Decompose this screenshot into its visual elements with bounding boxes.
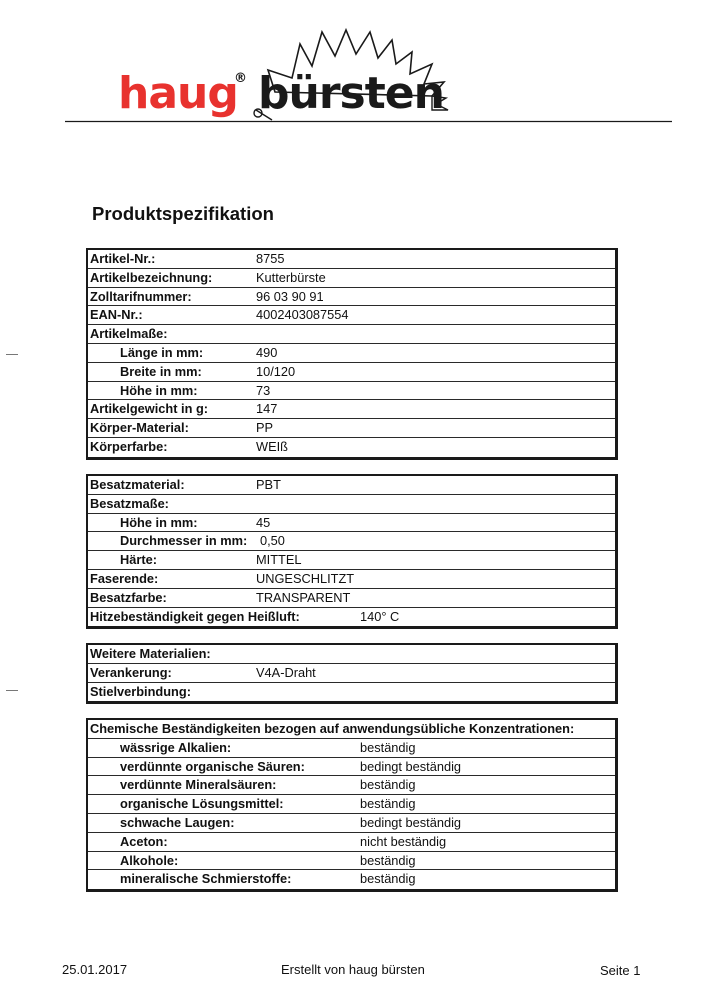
row-value: 490 — [256, 344, 278, 360]
table-row — [88, 325, 615, 344]
row-value: PP — [256, 420, 274, 436]
table-row — [88, 870, 615, 889]
table-header: Chemische Beständigkeiten bezogen auf anwendungsübliche Konzentrationen: — [90, 721, 575, 736]
row-label: Härte: — [120, 552, 157, 568]
table-row — [88, 664, 615, 683]
table-row — [88, 683, 615, 702]
row-value: 96 03 90 91 — [256, 288, 324, 304]
bristle-spec-table — [86, 474, 618, 629]
row-value: nicht beständig — [360, 833, 447, 849]
row-value: beständig — [360, 796, 416, 812]
table-row — [88, 589, 615, 608]
footer-created-by: Erstellt von haug bürsten — [281, 962, 425, 977]
table-row — [88, 476, 615, 495]
row-value: 45 — [256, 514, 271, 530]
footer-page-number: Seite 1 — [600, 963, 641, 978]
table-row — [88, 570, 615, 589]
row-value: UNGESCHLITZT — [256, 570, 355, 586]
row-label: Zolltarifnummer: — [90, 288, 192, 304]
row-value: beständig — [360, 777, 416, 793]
row-label: Körper-Material: — [90, 420, 189, 436]
table-row — [88, 852, 615, 871]
registered-mark: ® — [234, 71, 247, 86]
table-row — [88, 344, 615, 363]
row-label: verdünnte organische Säuren: — [120, 758, 305, 774]
row-value: 140° C — [360, 608, 400, 624]
row-value: 4002403087554 — [256, 307, 349, 323]
row-label: Artikel-Nr.: — [90, 251, 156, 266]
row-label: Faserende: — [90, 570, 159, 586]
table-row — [88, 833, 615, 852]
row-value: 10/120 — [256, 363, 296, 379]
row-label: Körperfarbe: — [90, 438, 168, 454]
table-row — [88, 250, 615, 269]
row-label: Hitzebeständigkeit gegen Heißluft: — [90, 608, 300, 624]
table-row — [88, 288, 615, 307]
row-value: beständig — [360, 871, 416, 887]
row-label: Breite in mm: — [120, 363, 202, 379]
table-row — [88, 495, 615, 514]
table-row — [88, 551, 615, 570]
row-label: Aceton: — [120, 833, 168, 849]
row-value: 73 — [256, 382, 271, 398]
table-row — [88, 814, 615, 833]
table-row — [88, 382, 615, 401]
row-label: Besatzmaße: — [90, 495, 169, 511]
row-value: beständig — [360, 852, 416, 868]
haug-buersten-logo — [0, 0, 707, 140]
table-header-row — [88, 720, 615, 739]
page-title: Produktspezifikation — [92, 203, 274, 224]
row-label: Artikelgewicht in g: — [90, 401, 209, 417]
row-value: 8755 — [256, 251, 285, 266]
footer-date: 25.01.2017 — [62, 962, 128, 977]
row-label: Besatzfarbe: — [90, 589, 167, 605]
row-label: wässrige Alkalien: — [120, 739, 232, 755]
row-label: schwache Laugen: — [120, 814, 235, 830]
row-label: Besatzmaterial: — [90, 477, 185, 492]
table-row — [88, 363, 615, 382]
table-row — [88, 795, 615, 814]
margin-mark — [6, 690, 18, 691]
row-value: 147 — [256, 401, 278, 417]
row-label: Artikelbezeichnung: — [90, 269, 213, 285]
row-label: verdünnte Mineralsäuren: — [120, 777, 277, 793]
row-label: organische Lösungsmittel: — [120, 796, 284, 812]
table-row — [88, 608, 615, 627]
row-label: Verankerung: — [90, 664, 172, 680]
table-row — [88, 532, 615, 551]
row-label: mineralische Schmierstoffe: — [120, 871, 292, 887]
table-row — [88, 419, 615, 438]
materials-spec-table — [86, 643, 618, 704]
row-value: V4A-Draht — [256, 664, 316, 680]
row-label: Länge in mm: — [120, 344, 204, 360]
row-label: Alkohole: — [120, 852, 179, 868]
row-value: PBT — [256, 477, 281, 492]
row-label: Höhe in mm: — [120, 514, 198, 530]
row-value: bedingt beständig — [360, 814, 462, 830]
row-label: Stielverbindung: — [90, 683, 191, 699]
table-row — [88, 776, 615, 795]
row-label: Weitere Materialien: — [90, 646, 211, 661]
logo-haug-text: haug — [118, 68, 238, 119]
row-value: TRANSPARENT — [256, 589, 351, 605]
table-row — [88, 400, 615, 419]
row-value: bedingt beständig — [360, 758, 462, 774]
logo-buersten-text: bürsten — [258, 68, 444, 119]
chemical-resistance-table — [86, 718, 618, 892]
margin-mark — [6, 354, 18, 355]
row-value: Kutterbürste — [256, 269, 326, 285]
table-row — [88, 758, 615, 777]
row-value: beständig — [360, 739, 416, 755]
row-value: 0,50 — [260, 533, 285, 549]
row-label: EAN-Nr.: — [90, 307, 143, 323]
table-row — [88, 739, 615, 758]
article-spec-table — [86, 248, 618, 460]
table-row — [88, 438, 615, 457]
table-row — [88, 645, 615, 664]
table-row — [88, 306, 615, 325]
table-row — [88, 269, 615, 288]
table-row — [88, 514, 615, 533]
row-value: MITTEL — [256, 552, 302, 568]
row-value: WEIß — [256, 438, 288, 454]
row-label: Artikelmaße: — [90, 326, 168, 342]
row-label: Durchmesser in mm: — [120, 533, 248, 549]
row-label: Höhe in mm: — [120, 382, 198, 398]
